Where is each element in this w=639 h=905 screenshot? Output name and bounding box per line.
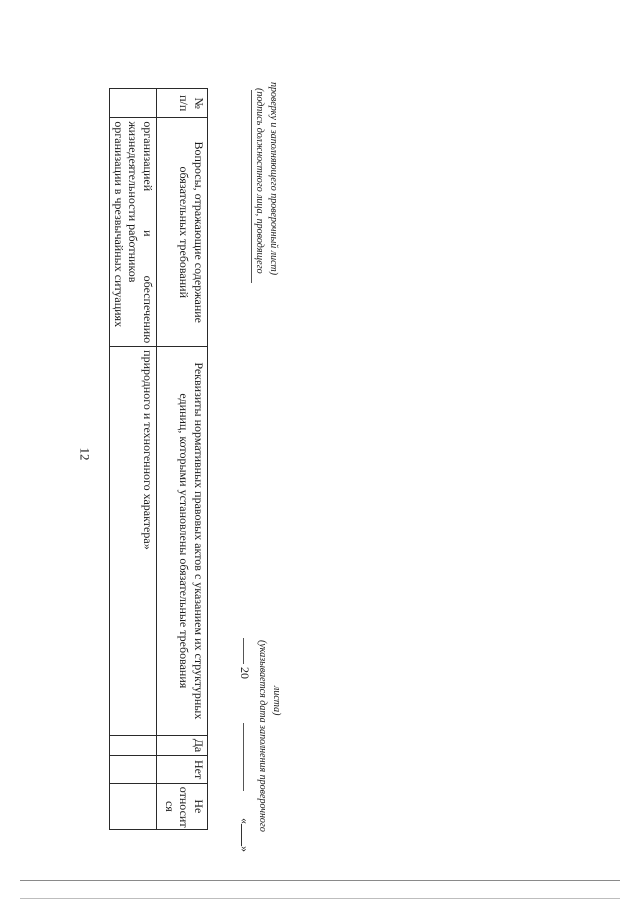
- page-number: 12: [77, 447, 93, 461]
- date-year-line: [243, 638, 244, 664]
- signature-line[interactable]: [251, 90, 252, 283]
- header-num: № п/п: [157, 89, 208, 118]
- checklist-table: [109, 88, 208, 830]
- header-not-applicable: Не относит ся: [157, 783, 208, 829]
- cell-requisites: природного и техногенного характера»: [110, 347, 157, 735]
- date-open-quote: «: [238, 818, 252, 824]
- cell-question: [110, 118, 157, 347]
- scan-edge-line: [20, 880, 620, 881]
- header-requisites: Реквизиты нормативных правовых актов с указанием их структурных единиц, которыми установлены обязательные требования: [157, 347, 208, 735]
- table-header-row: [157, 89, 208, 830]
- cell-no[interactable]: [110, 756, 157, 783]
- checklist-form: [108, 88, 208, 830]
- date-caption-line1: (указывается дата заполнения проверочного: [257, 640, 268, 832]
- date-year-prefix: 20: [238, 667, 252, 679]
- table-row: [110, 89, 157, 830]
- cell-question-line2: жизнедеятельности работников организации в чрезвычайных ситуациях: [111, 121, 141, 328]
- cell-yes[interactable]: [110, 735, 157, 756]
- cell-not-applicable[interactable]: [110, 783, 157, 829]
- date-line[interactable]: [237, 818, 252, 852]
- signature-caption-line1: (подпись должностного лица, проводящего: [254, 88, 265, 274]
- scan-edge-line-lower: [20, 898, 620, 899]
- cell-question-line1: организацией и обеспечению: [141, 121, 155, 344]
- cell-num: [110, 89, 157, 118]
- header-question: Вопросы, отражающие содержание обязательных требований: [157, 118, 208, 347]
- date-caption-line2: листа): [271, 686, 282, 716]
- date-month-line: [243, 723, 244, 791]
- header-yes: Да: [157, 735, 208, 756]
- signature-caption-line2: проверку и заполняющего проверочный лист): [268, 82, 279, 276]
- date-close-quote: »: [238, 846, 252, 852]
- header-no: Нет: [157, 756, 208, 783]
